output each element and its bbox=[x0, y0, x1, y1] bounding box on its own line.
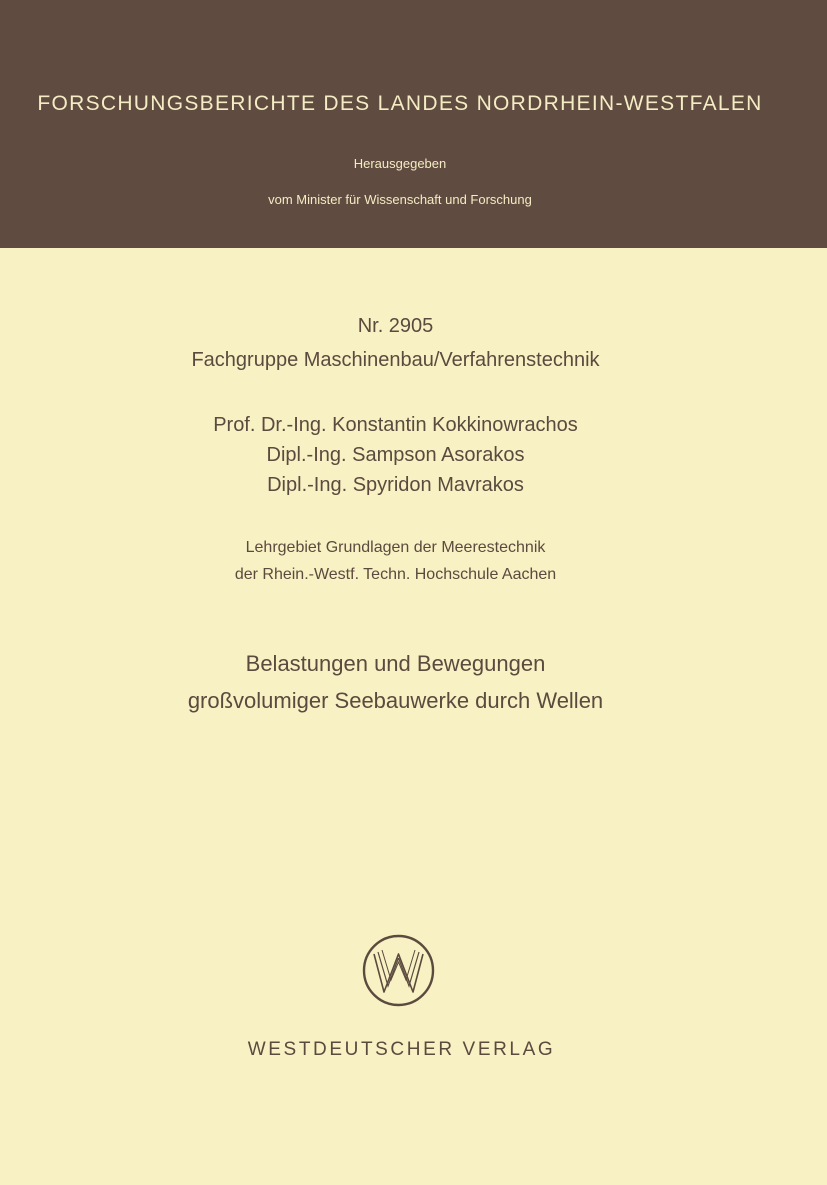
report-group: Fachgruppe Maschinenbau/Verfahrenstechnik bbox=[191, 349, 600, 371]
book-title-line-1: Belastungen und Bewegungen bbox=[245, 651, 546, 676]
series-title: FORSCHUNGSBERICHTE DES LANDES NORDRHEIN-WESTFALEN bbox=[37, 92, 763, 115]
author-3: Dipl.-Ing. Spyridon Mavrakos bbox=[267, 474, 524, 496]
institution-line-1: Lehrgebiet Grundlagen der Meerestechnik bbox=[245, 539, 546, 556]
report-number: Nr. 2905 bbox=[357, 315, 434, 337]
institution-line-2: der Rhein.-Westf. Techn. Hochschule Aachen bbox=[234, 566, 557, 583]
editor-line-2: vom Minister für Wissenschaft und Forschung bbox=[268, 192, 532, 207]
header-band bbox=[0, 0, 827, 248]
book-title-line-2: großvolumiger Seebauwerke durch Wellen bbox=[187, 688, 604, 713]
publisher-name: WESTDEUTSCHER VERLAG bbox=[247, 1039, 556, 1060]
editor-line-1: Herausgegeben bbox=[353, 156, 447, 171]
publisher-logo-icon bbox=[362, 934, 435, 1007]
author-1: Prof. Dr.-Ing. Konstantin Kokkinowrachos bbox=[213, 414, 578, 436]
author-2: Dipl.-Ing. Sampson Asorakos bbox=[266, 444, 525, 466]
